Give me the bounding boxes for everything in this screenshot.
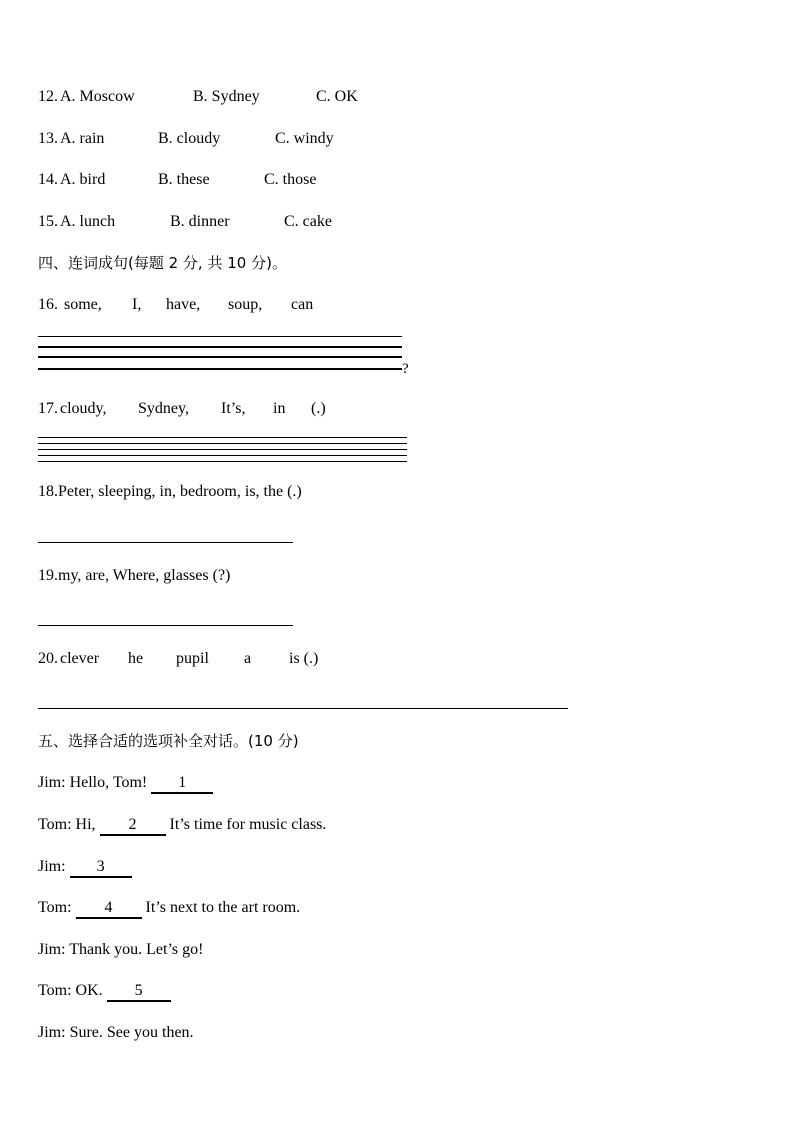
- answer-line: [38, 449, 407, 450]
- option-c: C. cake: [284, 213, 332, 230]
- dialogue-line-7: Jim: Sure. See you then.: [38, 1024, 194, 1041]
- word: (.): [311, 400, 326, 417]
- question-number: 20.: [38, 650, 58, 667]
- answer-line: [38, 336, 402, 337]
- blank-4[interactable]: 4: [76, 899, 142, 919]
- word: soup,: [228, 296, 263, 313]
- question-number: 14.: [38, 171, 58, 188]
- dialogue-line-5: Jim: Thank you. Let’s go!: [38, 941, 204, 958]
- blank-5[interactable]: 5: [107, 982, 171, 1002]
- option-c: C. those: [264, 171, 317, 188]
- dialogue-text: Tom: OK.: [38, 982, 107, 999]
- question-20: [38, 649, 358, 669]
- option-a: A. Moscow: [60, 88, 135, 105]
- answer-line: [38, 443, 407, 444]
- blank-3[interactable]: 3: [70, 858, 132, 878]
- option-b: B. cloudy: [158, 130, 221, 147]
- word: is (.): [289, 650, 319, 667]
- option-b: B. these: [158, 171, 210, 188]
- question-number: 16.: [38, 296, 58, 313]
- word: Sydney,: [138, 400, 189, 417]
- answer-line: [38, 455, 407, 456]
- blank-1[interactable]: 1: [151, 774, 213, 794]
- section-4-heading: 四、连词成句(每题 2 分, 共 10 分)。: [38, 254, 287, 272]
- dialogue-text: Tom:: [38, 899, 76, 916]
- option-a: A. rain: [60, 130, 105, 147]
- word: pupil: [176, 650, 209, 667]
- answer-line: [38, 461, 407, 462]
- question-number: 15.: [38, 213, 58, 230]
- word: clever: [60, 650, 100, 667]
- word: I,: [132, 296, 142, 313]
- question-17: [38, 399, 358, 419]
- dialogue-text: Jim: Hello, Tom!: [38, 774, 152, 791]
- blank-2[interactable]: 2: [100, 816, 166, 836]
- option-c: C. windy: [275, 130, 334, 147]
- word: in: [273, 400, 286, 417]
- answer-line: [38, 625, 293, 626]
- question-14: [38, 170, 438, 190]
- question-19: 19.my, are, Where, glasses (?): [38, 567, 231, 584]
- word: It’s,: [221, 400, 246, 417]
- dialogue-text: It’s time for music class.: [165, 816, 327, 833]
- option-a: A. bird: [60, 171, 106, 188]
- dialogue-line-2: [38, 815, 326, 836]
- question-number: 12.: [38, 88, 58, 105]
- word: some,: [64, 296, 102, 313]
- dialogue-line-1: [38, 773, 213, 794]
- answer-line: [38, 356, 402, 358]
- answer-line: [38, 346, 402, 348]
- question-15: [38, 212, 438, 232]
- word: a: [244, 650, 252, 667]
- dialogue-line-3: [38, 857, 132, 878]
- answer-line: [38, 708, 568, 709]
- dialogue-text: Tom: Hi,: [38, 816, 100, 833]
- dialogue-line-6: [38, 981, 171, 1002]
- answer-line: [38, 368, 402, 370]
- word: he: [128, 650, 144, 667]
- dialogue-text: Jim:: [38, 858, 70, 875]
- option-c: C. OK: [316, 88, 358, 105]
- answer-line: [38, 437, 407, 438]
- dialogue-line-4: [38, 898, 300, 919]
- question-18: 18.Peter, sleeping, in, bedroom, is, the (.): [38, 483, 302, 500]
- answer-line: [38, 542, 293, 543]
- section-5-heading: 五、选择合适的选项补全对话。(10 分): [38, 732, 299, 750]
- question-number: 17.: [38, 400, 58, 417]
- question-16: [38, 295, 358, 315]
- word: cloudy,: [60, 400, 107, 417]
- question-13: [38, 129, 438, 149]
- question-mark: ?: [402, 361, 409, 377]
- option-b: B. dinner: [170, 213, 230, 230]
- question-12: [38, 87, 438, 107]
- question-number: 13.: [38, 130, 58, 147]
- word: can: [291, 296, 314, 313]
- option-b: B. Sydney: [193, 88, 260, 105]
- word: have,: [166, 296, 201, 313]
- option-a: A. lunch: [60, 213, 116, 230]
- dialogue-text: It’s next to the art room.: [141, 899, 301, 916]
